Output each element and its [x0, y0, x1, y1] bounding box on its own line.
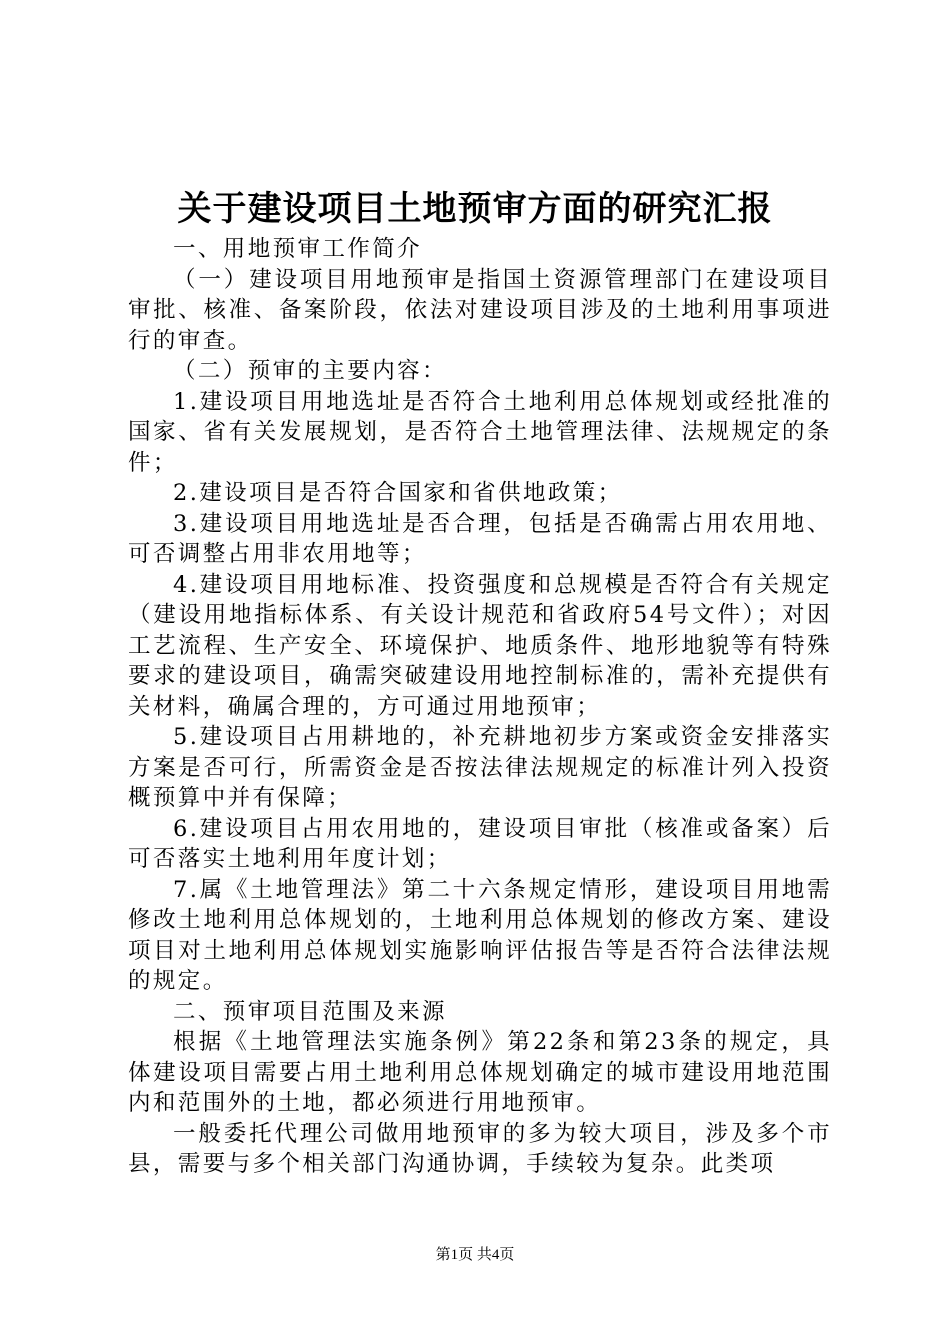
list-item: 1.建设项目用地选址是否符合土地利用总体规划或经批准的国家、省有关发展规划，是否符合土地管理法律、法规规定的条件； — [128, 388, 832, 476]
section-heading: 二、预审项目范围及来源 — [173, 998, 447, 1025]
page-footer: 第1页 共4页 — [435, 1247, 515, 1263]
list-item: 6.建设项目占用农用地的，建设项目审批（核准或备案）后可否落实土地利用年度计划； — [128, 815, 832, 872]
list-item: 7.属《土地管理法》第二十六条规定情形，建设项目用地需修改土地利用总体规划的，土地利用总体规划的修改方案、建设项目对土地利用总体规划实施影响评估报告等是否符合法律法规的规定。 — [128, 876, 832, 994]
list-item: 5.建设项目占用耕地的，补充耕地初步方案或资金安排落实方案是否可行，所需资金是否按法律法规规定的标准计列入投资概预算中并有保障； — [128, 724, 832, 811]
list-item: 4.建设项目用地标准、投资强度和总规模是否符合有关规定（建设用地指标体系、有关设计规范和省政府54号文件）；对因工艺流程、生产安全、环境保护、地质条件、地形地貌等有特殊要求的建设项目，确需突破建设用地控制标准的，需补充提供有关材料，确属合理的，方可通过用地预审； — [128, 571, 832, 720]
document-title: 关于建设项目土地预审方面的研究汇报 — [177, 189, 773, 229]
document-body — [128, 234, 832, 1180]
paragraph: 根据《土地管理法实施条例》第22条和第23条的规定，具体建设项目需要占用土地利用总体规划确定的城市建设用地范围内和范围外的土地，都必须进行用地预审。 — [128, 1029, 832, 1116]
paragraph: （一）建设项目用地预审是指国土资源管理部门在建设项目审批、核准、备案阶段，依法对建设项目涉及的土地利用事项进行的审查。 — [128, 266, 832, 354]
paragraph: 一般委托代理公司做用地预审的多为较大项目，涉及多个市县，需要与多个相关部门沟通协调，手续较为复杂。此类项 — [128, 1120, 832, 1177]
list-item: 3.建设项目用地选址是否合理，包括是否确需占用农用地、可否调整占用非农用地等； — [128, 510, 832, 567]
paragraph: （二）预审的主要内容： — [173, 358, 447, 384]
list-item: 2.建设项目是否符合国家和省供地政策； — [173, 480, 623, 506]
section-heading: 一、用地预审工作简介 — [173, 236, 423, 262]
